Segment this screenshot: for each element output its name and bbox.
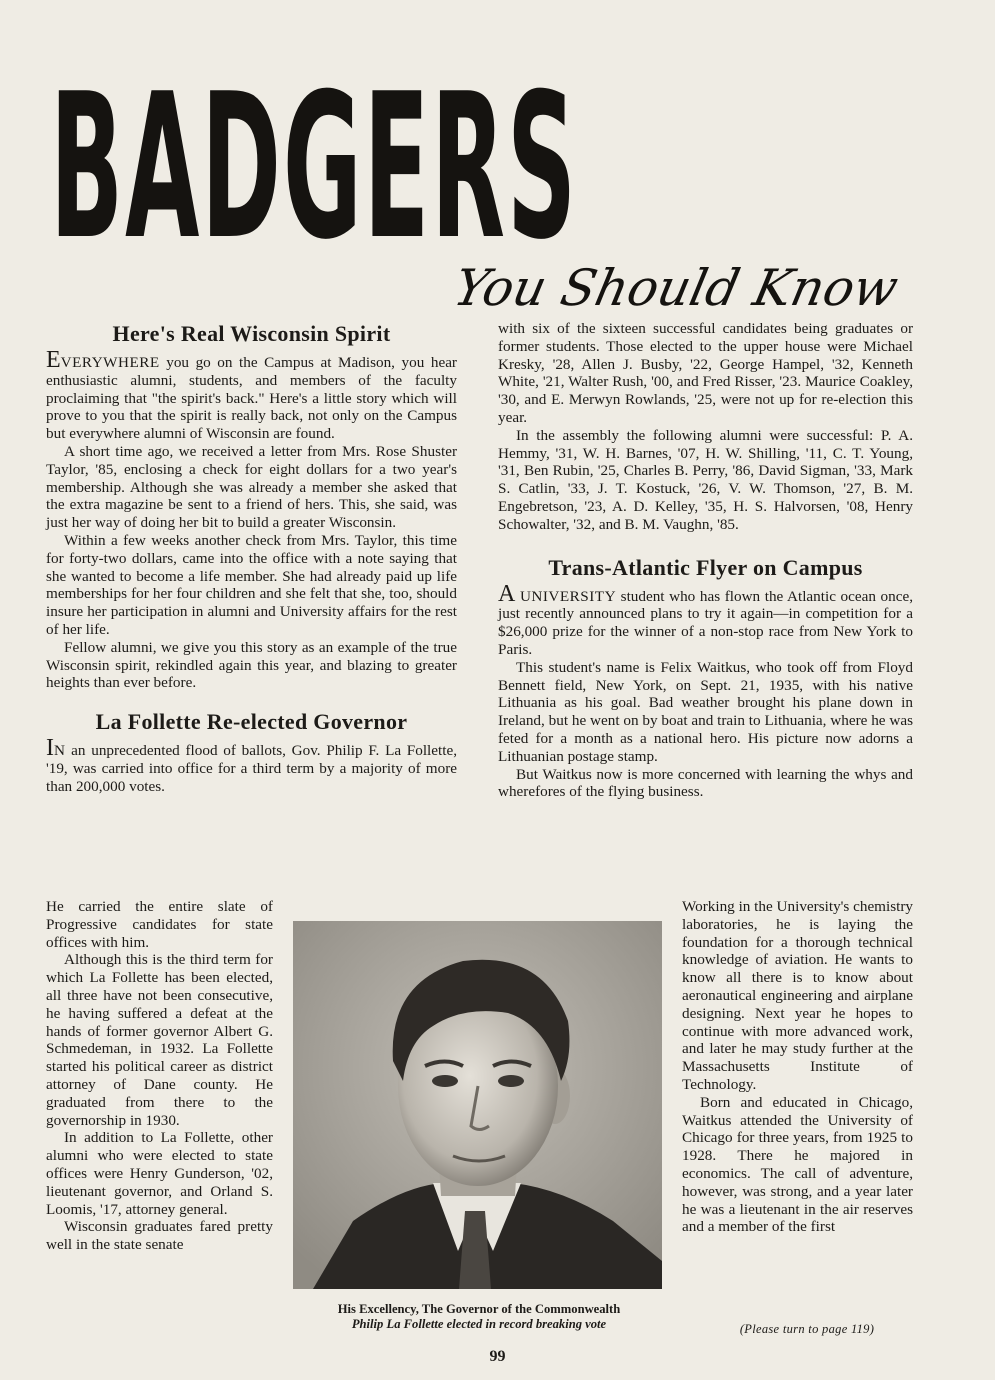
paragraph: Within a few weeks another check from Mrs. Taylor, this time for forty-two dollars, came into the office with a note saying that she wanted to become a life member. She had already paid up life memberships for her four children and she felt that she, too, should insure her participation in alumni and University affairs for the rest of her life. [46, 531, 457, 638]
caption-line-1: His Excellency, The Governor of the Commonwealth [337, 1302, 621, 1316]
masthead-badgers: BADGERS [50, 51, 579, 284]
paragraph-text: you go on the Campus at Madison, you hear enthusiastic alumni, students, and members of the faculty proclaiming that "the spirit's back." Here's a little story which will prove to you that the spirit is really back, not only on the Campus but everywhere alumni of Wisconsin are found. [46, 354, 457, 443]
photo-caption [290, 1302, 668, 1332]
paragraph: with six of the sixteen successful candidates being graduates or former students. Those elected to the upper house were Michael Kresky, '28, Allen J. Busby, '22, George Hampel, '32, Kenneth White, '21, Walter Rush, '00, and Fred Risser, '23. Maurice Coakley, '30, and E. Merwyn Rowlands, '25, were not up for re-election this year. [498, 320, 913, 426]
page-number: 99 [489, 1348, 506, 1365]
smallcaps: N [54, 742, 66, 760]
caption-line-2: Philip La Follette elected in record breaking vote [351, 1317, 607, 1331]
paragraph [46, 347, 457, 443]
heading-la-follette: La Follette Re-elected Governor [95, 709, 408, 735]
paragraph: But Waitkus now is more concerned with learning the whys and wherefores of the flying business. [498, 765, 913, 801]
smallcaps: UNIVERSITY [519, 587, 617, 605]
heading-wisconsin-spirit: Here's Real Wisconsin Spirit [112, 321, 391, 346]
paragraph: In addition to La Follette, other alumni who were elected to state offices were Henry Gunderson, '02, lieutenant governor, and Orland S. Loomis, '17, attorney general. [46, 1129, 273, 1218]
paragraph: In the assembly the following alumni were successful: P. A. Hemmy, '31, W. H. Barnes, '07, H. W. Shilling, '11, C. T. Young, '31, Ben Rubin, '25, Charles B. Perry, '86, David Sigman, '33, Mark S. Catlin, '33, J. T. Kostuck, '26, V. W. Thomson, '27, B. M. Engebretson, '23, A. D. Kelley, '35, H. S. Halvorsen, '08, Henry Schowalter, '32, and B. M. Vaughn, '85. [498, 426, 913, 533]
paragraph: This student's name is Felix Waitkus, who took off from Floyd Bennett field, New York, on Sept. 21, 1935, with his native Lithuania as his goal. Bad weather brought his plane down in Ireland, but he went on by boat and train to Lithuania, where he was feted for a month as a national hero. His picture now adorns a Lithuanian postage stamp. [498, 658, 913, 765]
governor-portrait-photo [293, 921, 662, 1289]
paragraph [46, 735, 457, 795]
right-column-top [498, 320, 913, 801]
left-column-narrow [46, 898, 273, 1254]
paragraph: Working in the University's chemistry laboratories, he is laying the foundation for a thorough technical knowledge of aviation. He wants to know all there is to know about aeronautical engineering and airplane designing. Next year he hopes to continue with more advanced work, and later he may study further at the Massachusetts Institute of Technology. [682, 898, 913, 1093]
masthead [50, 51, 950, 317]
paragraph: Although this is the third term for which La Follette has been elected, all three have not been consecutive, he having suffered a defeat at the hands of former governor Albert G. Schmedeman, in 1932. La Follette started his political career as district attorney of Dane county. He graduated from there to the governorship in 1930. [46, 951, 273, 1129]
paragraph [498, 580, 914, 659]
paragraph: Born and educated in Chicago, Waitkus attended the University of Chicago for three years, from 1925 to 1928. There he majored in economics. The call of adventure, however, was strong, and a year later he was a lieutenant in the air reserves and a member of the first [682, 1093, 913, 1236]
paragraph: A short time ago, we received a letter from Mrs. Rose Shuster Taylor, '85, enclosing a check for eight dollars for a two year's membership. Although she was already a member she asked that the extra magazine be sent to a friend of hers. This, she said, was just her way of doing her bit to build a greater Wisconsin. [46, 442, 457, 532]
paragraph: Wisconsin graduates fared pretty well in the state senate [46, 1218, 273, 1254]
paragraph: Fellow alumni, we give you this story as an example of the true Wisconsin spirit, rekindled again this year, and blazing to greater heights than ever before. [46, 638, 457, 692]
dropcap: I [46, 735, 54, 762]
paragraph-text: an unprecedented flood of ballots, Gov. Philip F. La Follette, '19, was carried into office for a third term by a majority of more than 200,000 votes. [46, 742, 457, 795]
masthead-script: You Should Know [448, 259, 904, 317]
heading-trans-atlantic: Trans-Atlantic Flyer on Campus [548, 554, 863, 580]
paragraph: He carried the entire slate of Progressive candidates for state offices with him. [46, 898, 273, 951]
continuation-note: (Please turn to page 119) [739, 1322, 875, 1336]
portrait-icon [293, 921, 662, 1289]
dropcap: E [46, 347, 61, 373]
smallcaps: VERYWHERE [60, 354, 160, 371]
dropcap: A [498, 580, 516, 607]
paragraph-text: student who has flown the Atlantic ocean once, just recently announced plans to try it again—in competition for a $26,000 prize for the winner of a non-stop race from New York to Paris. [498, 587, 914, 658]
right-column-narrow [682, 898, 913, 1236]
left-column-top [46, 320, 457, 796]
